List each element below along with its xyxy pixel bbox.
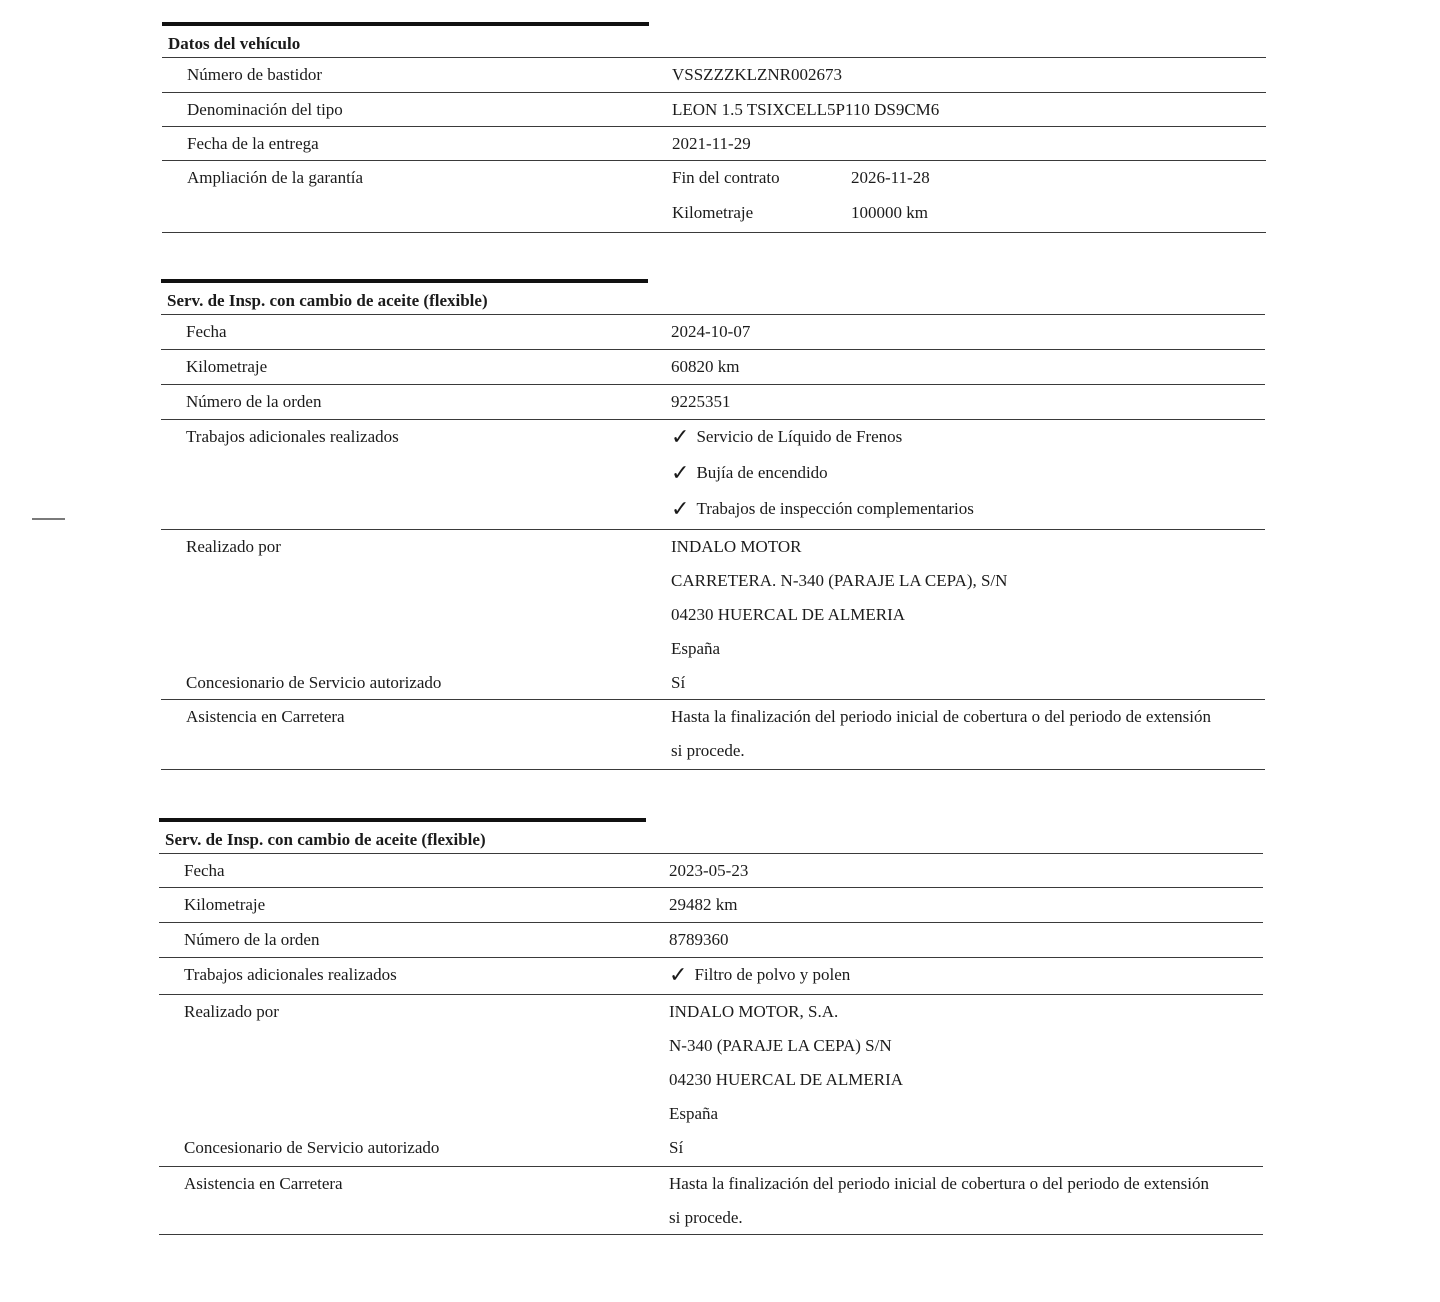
margin-mark <box>32 518 65 520</box>
assist-label: Asistencia en Carretera <box>184 1174 343 1193</box>
work-row <box>161 420 1265 530</box>
authorized-value: Sí <box>669 1138 684 1157</box>
assist-row <box>161 700 1265 770</box>
dealer-line: España <box>669 1104 719 1123</box>
warranty-km-label: Kilometraje <box>672 203 754 222</box>
dealer-line: 04230 HUERCAL DE ALMERIA <box>669 1070 904 1089</box>
date-row <box>161 315 1265 350</box>
work-label: Trabajos adicionales realizados <box>184 965 397 984</box>
checkmark-icon: ✓ <box>669 962 688 987</box>
warranty-label: Ampliación de la garantía <box>187 168 364 187</box>
work-label: Trabajos adicionales realizados <box>186 427 399 446</box>
vin-row <box>162 58 1266 93</box>
type-row <box>162 93 1266 127</box>
type-value: LEON 1.5 TSIXCELL5P110 DS9CM6 <box>672 100 940 119</box>
warranty-km-value: 100000 km <box>851 203 928 222</box>
vehicle-section <box>162 22 1266 233</box>
checkmark-icon: ✓ <box>671 496 690 521</box>
date-label: Fecha <box>186 322 227 341</box>
warranty-end-value: 2026-11-28 <box>851 168 930 187</box>
order-row <box>161 385 1265 420</box>
assist-line: si procede. <box>671 741 745 760</box>
delivery-row <box>162 127 1266 161</box>
vin-value: VSSZZZKLZNR002673 <box>672 65 842 84</box>
dealer-line: CARRETERA. N-340 (PARAJE LA CEPA), S/N <box>671 571 1008 590</box>
work-item: ✓ Servicio de Líquido de Frenos <box>671 424 903 449</box>
delivery-label: Fecha de la entrega <box>187 134 319 153</box>
section-title: Serv. de Insp. con cambio de aceite (flexible) <box>161 283 1265 315</box>
assist-row <box>159 1167 1263 1235</box>
work-item: ✓ Trabajos de inspección complementarios <box>671 496 974 521</box>
dealer-row <box>159 995 1263 1167</box>
date-value: 2023-05-23 <box>669 861 749 880</box>
date-label: Fecha <box>184 861 225 880</box>
service-section-1 <box>161 279 1265 770</box>
warranty-end <box>672 167 1266 202</box>
date-value: 2024-10-07 <box>671 322 751 341</box>
warranty-end-label: Fin del contrato <box>672 168 780 187</box>
type-label: Denominación del tipo <box>187 100 343 119</box>
km-value: 60820 km <box>671 357 740 376</box>
dealer-line: INDALO MOTOR <box>671 537 802 556</box>
dealer-label: Realizado por <box>186 537 281 556</box>
dealer-line: España <box>671 639 721 658</box>
checkmark-icon: ✓ <box>671 424 690 449</box>
dealer-line: N-340 (PARAJE LA CEPA) S/N <box>669 1036 892 1055</box>
section-title: Datos del vehículo <box>162 26 1266 58</box>
dealer-row <box>161 530 1265 700</box>
km-row <box>161 350 1265 385</box>
km-label: Kilometraje <box>184 895 266 914</box>
order-label: Número de la orden <box>186 392 322 411</box>
dealer-label: Realizado por <box>184 1002 279 1021</box>
order-value: 8789360 <box>669 930 729 949</box>
km-row <box>159 888 1263 923</box>
vin-label: Número de bastidor <box>187 65 323 84</box>
assist-line: Hasta la finalización del periodo inicial de cobertura o del periodo de extensión <box>669 1174 1210 1193</box>
km-label: Kilometraje <box>186 357 268 376</box>
service-section-2 <box>159 818 1263 1235</box>
dealer-line: 04230 HUERCAL DE ALMERIA <box>671 605 906 624</box>
authorized-value: Sí <box>671 673 686 692</box>
dealer-line: INDALO MOTOR, S.A. <box>669 1002 839 1021</box>
order-label: Número de la orden <box>184 930 320 949</box>
checkmark-icon: ✓ <box>671 460 690 485</box>
authorized-label: Concesionario de Servicio autorizado <box>184 1138 440 1157</box>
assist-line: Hasta la finalización del periodo inicial de cobertura o del periodo de extensión <box>671 707 1212 726</box>
order-row <box>159 923 1263 958</box>
section-title: Serv. de Insp. con cambio de aceite (flexible) <box>159 822 1263 854</box>
delivery-value: 2021-11-29 <box>672 134 751 153</box>
assist-line: si procede. <box>669 1208 743 1227</box>
warranty-km <box>672 202 1266 237</box>
work-row <box>159 958 1263 995</box>
order-value: 9225351 <box>671 392 731 411</box>
date-row <box>159 854 1263 888</box>
work-item: ✓ Bujía de encendido <box>671 460 828 485</box>
authorized-label: Concesionario de Servicio autorizado <box>186 673 442 692</box>
assist-label: Asistencia en Carretera <box>186 707 345 726</box>
work-item: ✓ Filtro de polvo y polen <box>669 962 851 987</box>
km-value: 29482 km <box>669 895 738 914</box>
warranty-row <box>162 161 1266 233</box>
